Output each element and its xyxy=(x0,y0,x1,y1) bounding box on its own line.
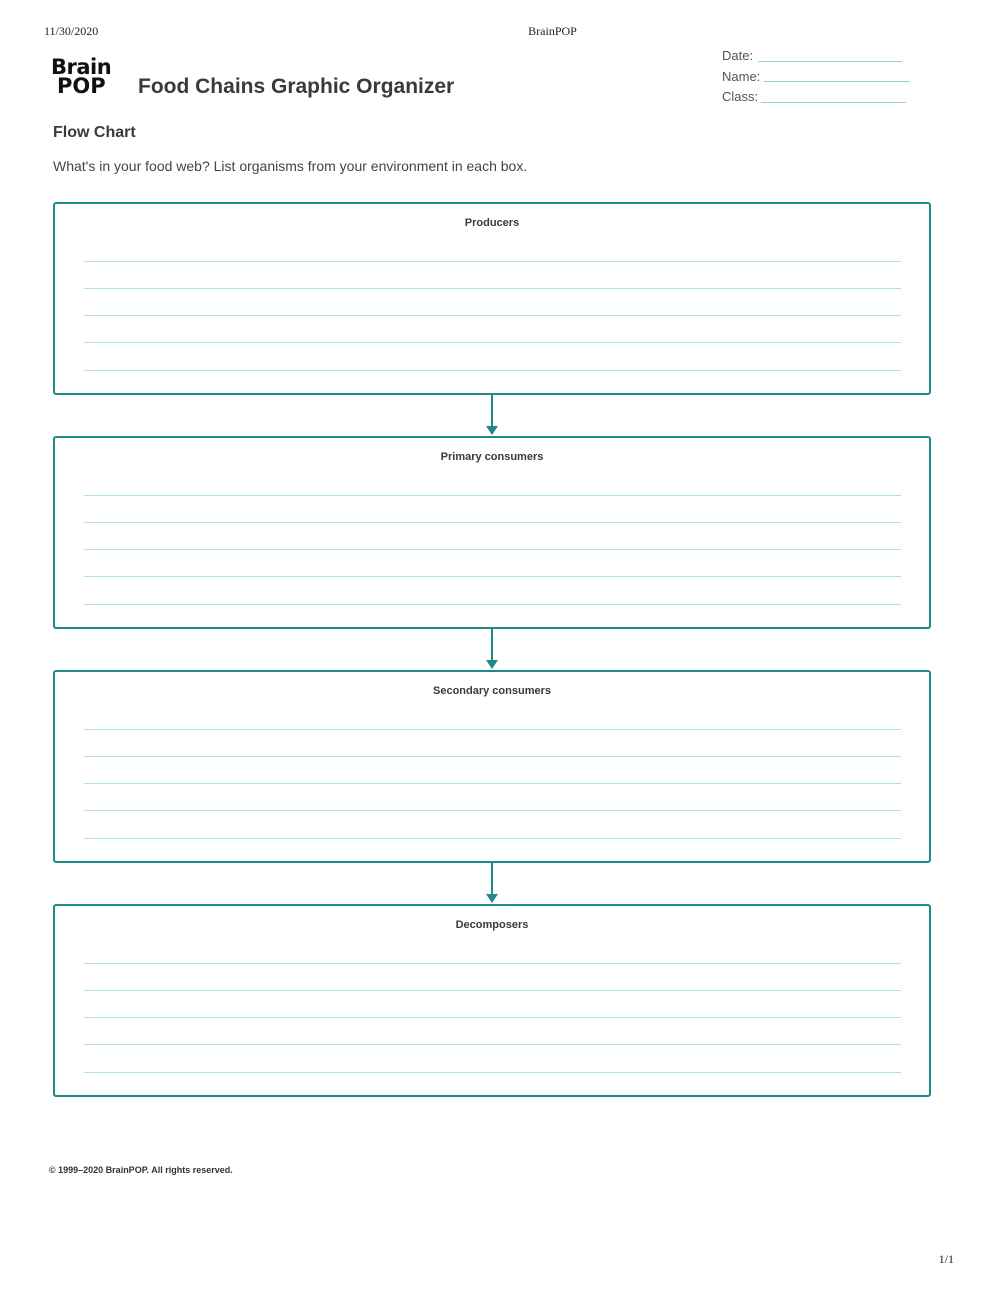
document-title: Food Chains Graphic Organizer xyxy=(138,75,455,98)
secondary-consumers-line-3[interactable] xyxy=(84,783,901,784)
copyright-notice: © 1999–2020 BrainPOP. All rights reserved. xyxy=(49,1165,233,1175)
primary-consumers-box xyxy=(53,436,931,629)
arrow-down-icon xyxy=(486,863,498,904)
decomposers-line-1[interactable] xyxy=(84,963,901,964)
arrow-down-icon xyxy=(486,629,498,670)
logo-line-brain: Brain xyxy=(51,55,112,79)
secondary-consumers-line-1[interactable] xyxy=(84,729,901,730)
producers-line-1[interactable] xyxy=(84,261,901,262)
producers-line-2[interactable] xyxy=(84,288,901,289)
name-field[interactable] xyxy=(722,67,922,88)
instructions-text: What's in your food web? List organisms from your environment in each box. xyxy=(53,158,528,174)
date-label: Date: xyxy=(722,48,754,63)
section-title: Flow Chart xyxy=(53,124,136,141)
decomposers-box xyxy=(53,904,931,1097)
decomposers-label: Decomposers xyxy=(455,919,529,931)
primary-consumers-line-3[interactable] xyxy=(84,549,901,550)
class-label: Class: xyxy=(722,89,759,104)
print-site-title: BrainPOP xyxy=(528,24,577,38)
secondary-consumers-label: Secondary consumers xyxy=(433,685,551,697)
decomposers-line-3[interactable] xyxy=(84,1017,901,1018)
primary-consumers-line-5[interactable] xyxy=(84,604,901,605)
brainpop-logo xyxy=(51,55,121,98)
class-field[interactable] xyxy=(722,87,922,108)
producers-line-5[interactable] xyxy=(84,370,901,371)
decomposers-line-4[interactable] xyxy=(84,1044,901,1045)
primary-consumers-line-4[interactable] xyxy=(84,576,901,577)
primary-consumers-label: Primary consumers xyxy=(440,451,544,463)
date-line[interactable] xyxy=(758,61,902,62)
class-line[interactable] xyxy=(761,102,906,103)
secondary-consumers-line-5[interactable] xyxy=(84,838,901,839)
date-field[interactable] xyxy=(722,46,922,67)
decomposers-line-5[interactable] xyxy=(84,1072,901,1073)
arrow-down-icon xyxy=(486,395,498,436)
decomposers-line-2[interactable] xyxy=(84,990,901,991)
page-number: 1/1 xyxy=(938,1252,954,1266)
secondary-consumers-line-2[interactable] xyxy=(84,756,901,757)
producers-line-4[interactable] xyxy=(84,342,901,343)
primary-consumers-line-2[interactable] xyxy=(84,522,901,523)
producers-label: Producers xyxy=(464,217,520,229)
logo-line-pop: POP xyxy=(57,74,106,98)
meta-fields xyxy=(722,46,922,108)
producers-box xyxy=(53,202,931,395)
producers-line-3[interactable] xyxy=(84,315,901,316)
secondary-consumers-line-4[interactable] xyxy=(84,810,901,811)
print-date: 11/30/2020 xyxy=(44,24,99,38)
name-line[interactable] xyxy=(764,81,910,82)
name-label: Name: xyxy=(722,68,761,84)
primary-consumers-line-1[interactable] xyxy=(84,495,901,496)
secondary-consumers-box xyxy=(53,670,931,863)
